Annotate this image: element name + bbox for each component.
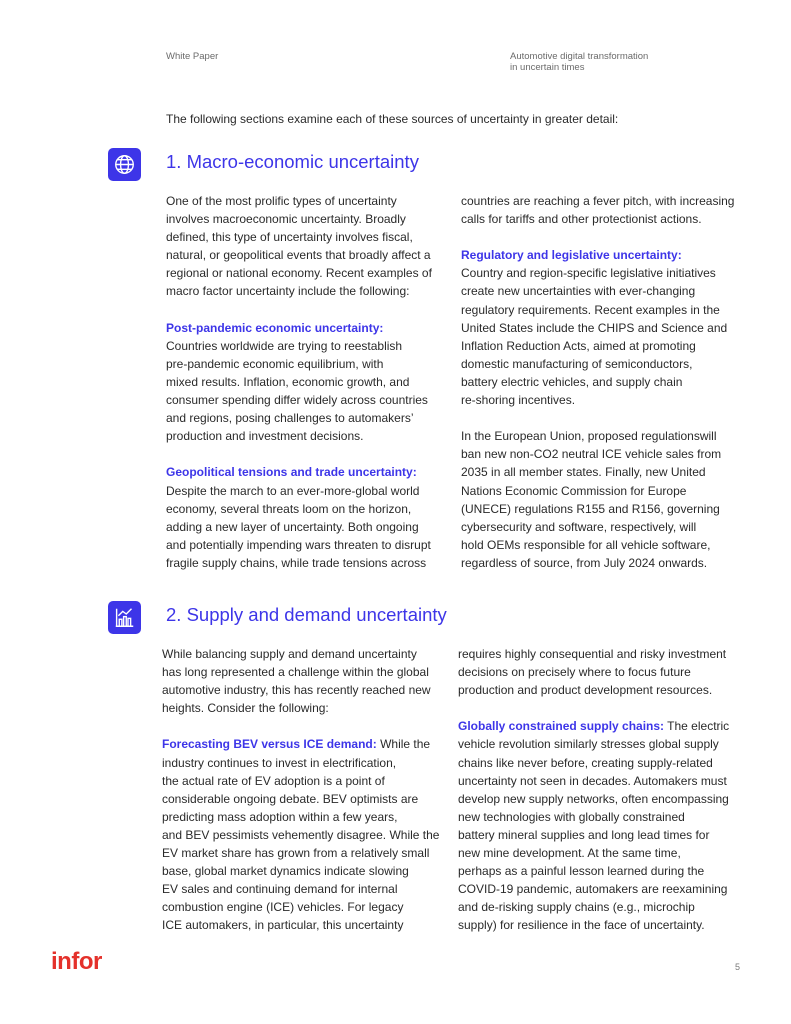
page-number: 5 — [735, 962, 741, 972]
section-2-title: 2. Supply and demand uncertainty — [166, 604, 447, 625]
subheading: Geopolitical tensions and trade uncertainty: — [166, 465, 417, 480]
section-2-column-2: requires highly consequential and risky investment decisions on precisely where to focus future production and product development resources. Globally constrained supply chains: The electric vehicle revolution similarly stresses global supply chains like never before, creating supply-related uncertainty not seen in decades. Automakers must develop new supply networks, often encompassing new technologies with globally constrained battery mineral supplies and long lead times for new mine development. At the same time, perhaps as a painful lesson learned during the COVID-19 pandemic, automakers are reexamining and de-risking supply chains (e.g., microchip supply) for resilience in the face of uncertainty. — [458, 647, 730, 933]
subheading: Regulatory and legislative uncertainty: — [461, 248, 682, 263]
intro-text: The following sections examine each of these sources of uncertainty in greater detail: — [166, 112, 619, 126]
subheading: Forecasting BEV versus ICE demand: — [162, 737, 377, 752]
section-2-column-1: While balancing supply and demand uncertainty has long represented a challenge within the global automotive industry, this has recently reached new heights. Consider the following: Forecasting BEV versus ICE demand: While the industry continues to invest in electrification, the actual rate of EV adoption is a point of considerable ongoing debate. BEV optimists are predicting mass adoption within a few years, and BEV pessimists vehemently disagree. While the EV market share has grown from a relatively small base, global market dynamics indicate slowing EV sales and continuing demand for internal combustion engine (ICE) vehicles. For legacy ICE automakers, in particular, this uncertainty — [162, 647, 440, 933]
infor-logo: infor — [51, 948, 102, 975]
section-1-column-1: One of the most prolific types of uncertainty involves macroeconomic uncertainty. Broadly defined, this type of uncertainty involves fiscal, natural, or geopolitical events that broadly affect a regional or national economy. Recent examples of macro factor uncertainty include the following: Post-pandemic economic uncertainty: Countries worldwide are trying to reestablish pre-pandemic economic equilibrium, with mixed results. Inflation, economic growth, and consumer spending differ widely across countries and regions, posing challenges to automakers’ production and investment decisions. Geopolitical tensions and trade uncertainty: Despite the march to an ever-more-global world economy, several threats loom on the horizon, adding a new layer of uncertainty. Both ongoing and potentially impending wars threaten to disrupt fragile supply chains, while trade tensions across — [166, 194, 432, 570]
section-1-title: 1. Macro-economic uncertainty — [166, 151, 419, 172]
header-doc-title: Automotive digital transformation in uncertain times — [510, 51, 649, 73]
subheading: Post-pandemic economic uncertainty: — [166, 320, 384, 335]
section-1-column-2: countries are reaching a fever pitch, with increasing calls for tariffs and other protectionist actions. Regulatory and legislative uncertainty: Country and region-specific legislative initiatives create new uncertainties with ever-changing regulatory requirements. Recent examples in the United States include the CHIPS and Science and Inflation Reduction Acts, aimed at promoting domestic manufacturing of semiconductors, battery electric vehicles, and supply chain re-shoring incentives. In the European Union, proposed regulationswill ban new non-CO2 neutral ICE vehicle sales from 2035 in all member states. Finally, new United Nations Economic Commission for Europe (UNECE) regulations R155 and R156, governing cybersecurity and software, respectively, will hold OEMs responsible for all vehicle software, regardless of source, from July 2024 onwards. — [461, 194, 735, 570]
subheading: Globally constrained supply chains: — [458, 719, 665, 734]
header-doc-type: White Paper — [166, 51, 219, 62]
globe-icon — [108, 148, 141, 181]
bar-chart-icon — [108, 601, 141, 634]
